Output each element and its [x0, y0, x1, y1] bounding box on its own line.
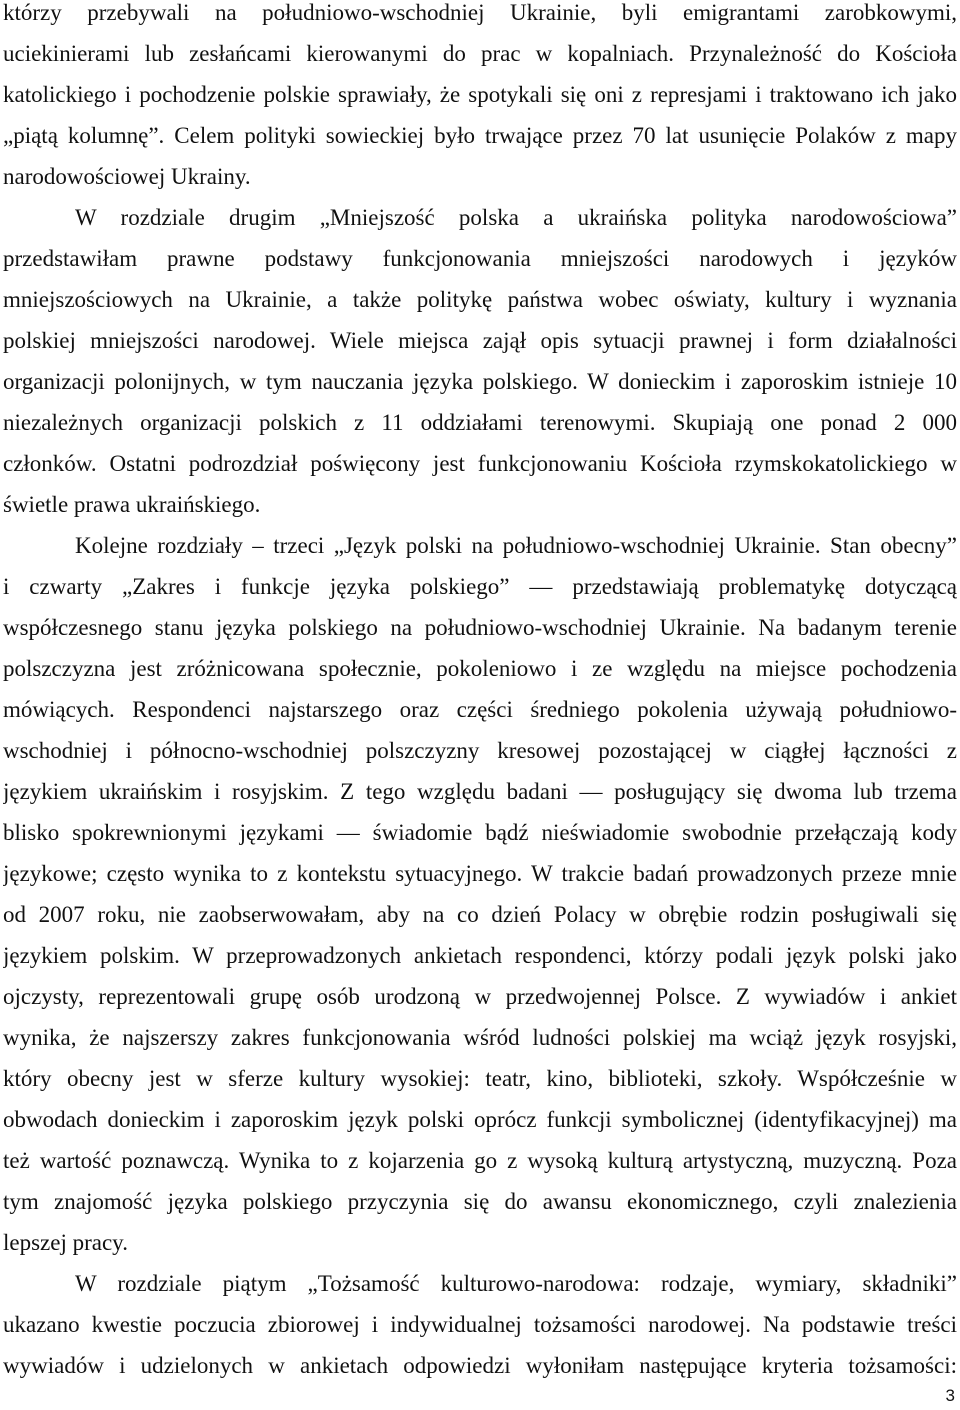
text-line: blisko spokrewnionymi językami — świadomie bądź nieświadomie swobodnie przełączają kody [3, 820, 957, 845]
text-line: współczesnego stanu języka polskiego na południowo-wschodniej Ukrainie. Na badanym terenie [3, 615, 957, 640]
text-line: polskiej mniejszości narodowej. Wiele miejsca zajął opis sytuacji prawnej i form działalności [3, 328, 957, 353]
text-line: językowe; często wynika to z kontekstu sytuacyjnego. W trakcie badań prowadzonych przeze mnie [3, 861, 957, 886]
paragraph [3, 0, 957, 197]
text-line: tym znajomość języka polskiego przyczynia się do awansu ekonomicznego, czyli znalezienia [3, 1189, 957, 1214]
text-line: językiem ukraińskim i rosyjskim. Z tego względu badani — posługujący się dwoma lub trzema [3, 779, 957, 804]
text-line: W rozdziale piątym „Tożsamość kulturowo-narodowa: rodzaje, wymiary, składniki” [75, 1271, 957, 1296]
text-line: polszczyzna jest zróżnicowana społecznie, pokoleniowo i ze względu na miejsce pochodzenia [3, 656, 957, 681]
text-line: obwodach donieckim i zaporoskim język polski oprócz funkcji symbolicznej (identyfikacyjnej) ma [3, 1107, 957, 1132]
text-line: którzy przebywali na południowo-wschodniej Ukrainie, byli emigrantami zarobkowymi, [3, 0, 957, 25]
paragraph [3, 525, 957, 1263]
text-line: lepszej pracy. [3, 1230, 128, 1255]
text-line: uciekinierami lub zesłańcami kierowanymi do prac w kopalniach. Przynależność do Kościoła [3, 41, 957, 66]
text-line: też wartość poznawczą. Wynika to z kojarzenia go z wysoką kulturą artystyczną, muzyczną. Poza [3, 1148, 957, 1173]
text-line: mniejszościowych na Ukrainie, a także politykę państwa wobec oświaty, kultury i wyznania [3, 287, 957, 312]
text-line: wywiadów i udzielonych w ankietach odpowiedzi wyłoniłam następujące kryteria tożsamości: [3, 1353, 957, 1378]
document-body [3, 0, 957, 1386]
text-line: ojczysty, reprezentowali grupę osób urodzoną w przedwojennej Polsce. Z wywiadów i ankiet [3, 984, 957, 1009]
paragraph [3, 197, 957, 525]
text-line: organizacji polonijnych, w tym nauczania języka polskiego. W donieckim i zaporoskim istnieje 10 [3, 369, 957, 394]
text-line: wschodniej i północno-wschodniej polszczyzny kresowej pozostającej w ciągłej łączności z [3, 738, 957, 763]
text-line: językiem polskim. W przeprowadzonych ankietach respondenci, którzy podali język polski jako [3, 943, 957, 968]
text-line: Kolejne rozdziały – trzeci „Język polski na południowo-wschodniej Ukrainie. Stan obecny” [75, 533, 957, 558]
text-line: ukazano kwestie poczucia zbiorowej i indywidualnej tożsamości narodowej. Na podstawie treści [3, 1312, 957, 1337]
text-line: od 2007 roku, nie zaobserwowałam, aby na co dzień Polacy w obrębie rodzin posługiwali się [3, 902, 957, 927]
text-line: wynika, że najszerszy zakres funkcjonowania wśród ludności polskiej ma wciąż język rosyjski, [3, 1025, 957, 1050]
paragraph [3, 1263, 957, 1386]
text-line: świetle prawa ukraińskiego. [3, 492, 261, 517]
text-line: członków. Ostatni podrozdział poświęcony jest funkcjonowaniu Kościoła rzymskokatolickiego w [3, 451, 957, 476]
text-line: i czwarty „Zakres i funkcje języka polskiego” — przedstawiają problematykę dotyczącą [3, 574, 957, 599]
text-line: mówiących. Respondenci najstarszego oraz części średniego pokolenia używają południowo- [3, 697, 957, 722]
text-line: „piątą kolumnę”. Celem polityki sowieckiej było trwające przez 70 lat usunięcie Polaków z mapy [3, 123, 957, 148]
text-line: przedstawiłam prawne podstawy funkcjonowania mniejszości narodowych i języków [3, 246, 957, 271]
text-line: który obecny jest w sferze kultury wysokiej: teatr, kino, biblioteki, szkoły. Współcześnie w [3, 1066, 957, 1091]
text-line: niezależnych organizacji polskich z 11 oddziałami terenowymi. Skupiają one ponad 2 000 [3, 410, 957, 435]
text-line: narodowościowej Ukrainy. [3, 164, 251, 189]
page-number: 3 [945, 1386, 955, 1405]
text-line: W rozdziale drugim „Mniejszość polska a ukraińska polityka narodowościowa” [75, 205, 957, 230]
text-line: katolickiego i pochodzenie polskie sprawiały, że spotykali się oni z represjami i traktowano ich jako [3, 82, 957, 107]
